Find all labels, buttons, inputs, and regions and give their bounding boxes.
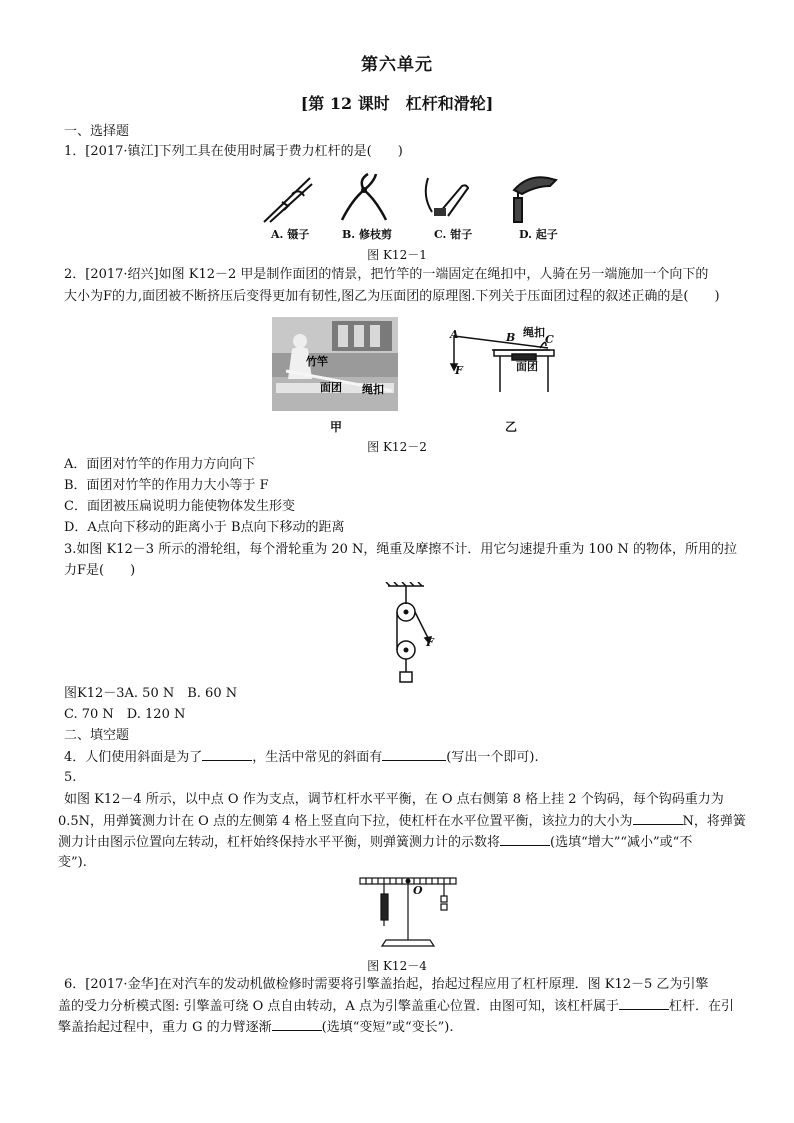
unit-title: 第六单元 [361, 55, 433, 75]
q1-option-d: D. 起子 [519, 228, 558, 241]
pulley-force-label: F [426, 636, 434, 649]
q4-blank-2[interactable] [382, 748, 446, 761]
q5-number: 5. [64, 770, 77, 785]
section-heading-fill: 二、填空题 [64, 728, 130, 743]
q2-stem-line2: 大小为F的力,面团被不断挤压后变得更加有韧性,图乙为压面团的原理图.下列关于压面团过程的叙述正确的是( ) [64, 289, 720, 304]
figure-caption-k12-2: 图 K12－2 [367, 440, 427, 454]
q1-option-a: A. 镊子 [271, 228, 310, 241]
q5-line2 [58, 812, 746, 831]
q2-stem-line1: 2．[2017·绍兴]如图 K12－2 甲是制作面团的情景，把竹竿的一端固定在绳扣中，人骑在另一端施加一个向下的 [64, 267, 709, 282]
q5-line3-b: (选填“增大”“减小”或“不 [550, 835, 693, 850]
q5-line1: 如图 K12－4 所示，以中点 O 作为支点，调节杠杆水平平衡，在 O 点右侧第 8 格上挂 2 个钩码，每个钩码重力为 [64, 792, 724, 807]
dough-lever-diagram [440, 318, 570, 406]
pliers-image [420, 172, 470, 224]
lever-balance-diagram [358, 872, 458, 952]
q4-part3: (写出一个即可). [446, 750, 539, 765]
sub-caption-yi: 乙 [505, 420, 518, 434]
q2-option-b: B．面团对竹竿的作用力大小等于 F [64, 478, 269, 493]
q5-line3 [58, 833, 692, 852]
q6-line2-b: 杠杆．在引 [668, 999, 734, 1014]
lesson-subtitle: [第 12 课时 杠杆和滑轮] [300, 94, 494, 113]
q3-stem-line1: 3.如图 K12－3 所示的滑轮组，每个滑轮重为 20 N，绳重及摩擦不计．用它匀速提升重为 100 N 的物体，所用的拉 [64, 542, 737, 557]
q4-part2: ，生活中常见的斜面有 [252, 750, 383, 765]
q5-line2-b: N，将弹簧 [682, 814, 746, 829]
q6-line3-a: 擎盖抬起过程中，重力 G 的力臂逐渐 [58, 1020, 272, 1035]
q5-blank-1[interactable] [633, 812, 683, 825]
photo-label-dough: 面团 [320, 381, 342, 394]
figure-caption-k12-4: 图 K12－4 [367, 959, 427, 973]
photo-label-knot: 绳扣 [362, 383, 384, 396]
q6-blank-2[interactable] [272, 1018, 322, 1031]
q6-line1: 6．[2017·金华]在对汽车的发动机做检修时需要将引擎盖抬起，抬起过程应用了杠杆原理．图 K12－5 乙为引擎 [64, 977, 709, 992]
figure-caption-k12-1: 图 K12－1 [367, 248, 427, 262]
q6-line3 [58, 1018, 454, 1037]
q4-text [64, 748, 539, 767]
q1-option-c: C. 钳子 [434, 228, 473, 241]
q5-blank-2[interactable] [500, 833, 550, 846]
q5-line4: 变”). [58, 855, 87, 870]
diagram-label-knot: 绳扣 [523, 326, 545, 339]
q3-options-line1: 图K12－3A. 50 N B. 60 N [64, 686, 238, 701]
q5-line2-a: 0.5N，用弹簧测力计在 O 点的左侧第 4 格上竖直向下拉，使杠杆在水平位置平衡，该拉力的大小为 [58, 814, 633, 829]
q2-option-a: A．面团对竹竿的作用力方向向下 [64, 457, 256, 472]
section-heading-choice: 一、选择题 [64, 124, 130, 139]
pruning-shears-image [336, 172, 390, 224]
photo-label-bamboo: 竹竿 [306, 355, 328, 368]
tweezers-image [262, 172, 314, 224]
q4-blank-1[interactable] [202, 748, 252, 761]
q6-line3-b: (选填“变短”或“变长”). [321, 1020, 454, 1035]
lever-pivot-label: O [413, 884, 423, 897]
sub-caption-jia: 甲 [330, 420, 343, 434]
q1-option-b: B. 修枝剪 [342, 228, 392, 241]
pulley-system-diagram [380, 582, 440, 684]
bottle-opener-image [508, 172, 560, 224]
q3-options-line2: C. 70 N D. 120 N [64, 707, 186, 722]
q6-line2-a: 盖的受力分析模式图: 引擎盖可绕 O 点自由转动，A 点为引擎盖重心位置．由图可知，该杠杆属于 [58, 999, 619, 1014]
q2-option-d: D．A点向下移动的距离小于 B点向下移动的距离 [64, 520, 345, 535]
q5-line3-a: 测力计由图示位置向左转动，杠杆始终保持水平平衡，则弹簧测力计的示数将 [58, 835, 501, 850]
diagram-label-b: B [506, 331, 516, 344]
diagram-label-c: C [545, 333, 554, 346]
q4-part1: 4．人们使用斜面是为了 [64, 750, 203, 765]
diagram-label-dough: 面团 [516, 360, 538, 373]
diagram-label-f: F [455, 364, 463, 377]
q6-blank-1[interactable] [619, 997, 669, 1010]
diagram-label-a: A [450, 328, 459, 341]
q1-stem: 1．[2017·镇江]下列工具在使用时属于费力杠杆的是( ) [64, 144, 403, 159]
q6-line2 [58, 997, 734, 1016]
q2-option-c: C．面团被压扁说明力能使物体发生形变 [64, 499, 295, 514]
q3-stem-line2: 力F是( ) [64, 563, 136, 578]
